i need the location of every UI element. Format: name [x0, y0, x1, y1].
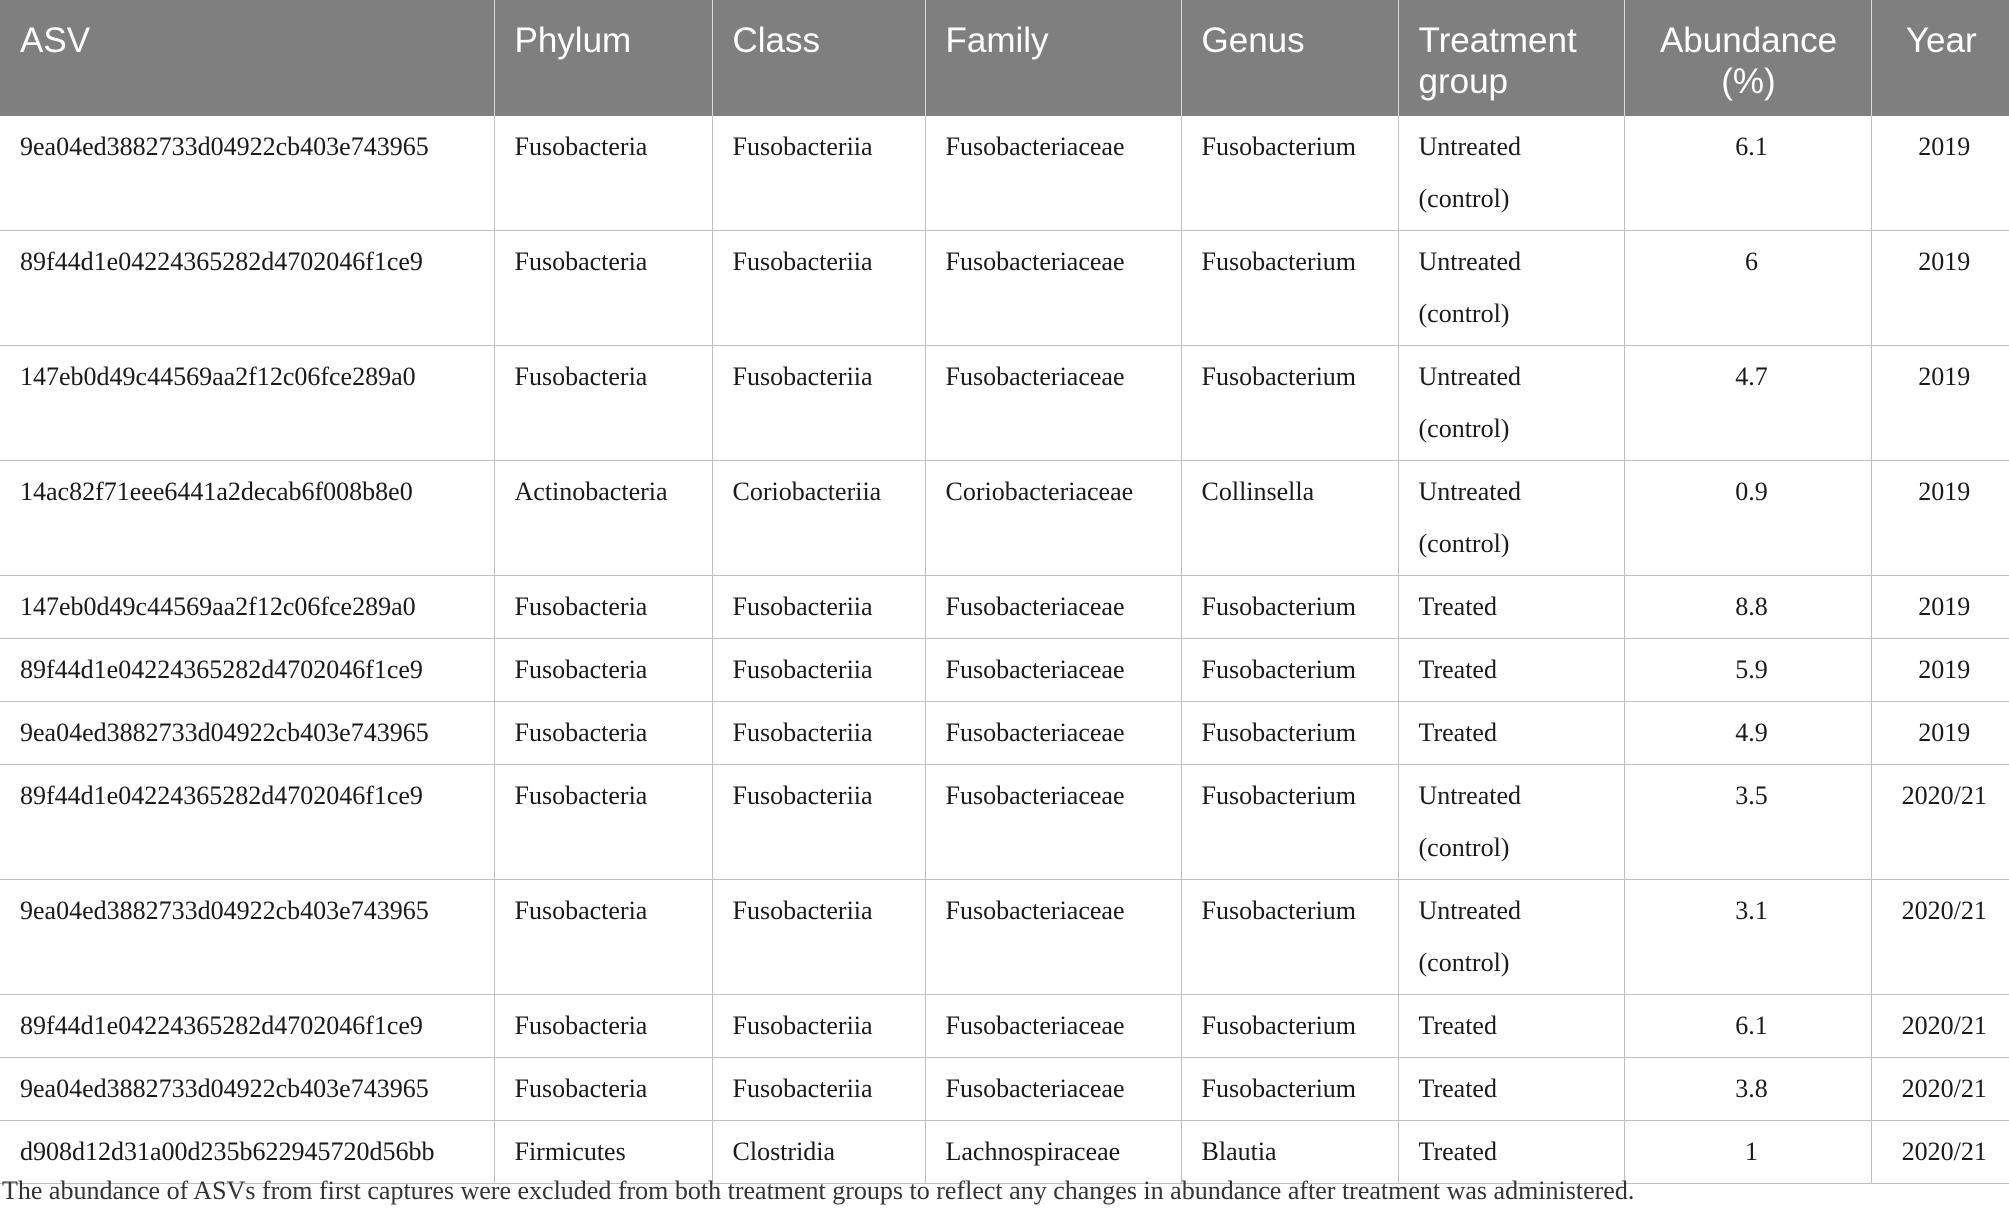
cell-treatment-group — [1398, 1121, 1624, 1184]
table-row — [0, 1121, 2009, 1184]
table-body — [0, 116, 2009, 1184]
cell-phylum: Fusobacteria — [494, 116, 712, 231]
treatment-line1: Untreated — [1418, 132, 1522, 161]
cell-class: Fusobacteriia — [712, 765, 925, 880]
cell-family: Fusobacteriaceae — [925, 880, 1181, 995]
cell-treatment-group — [1398, 346, 1624, 461]
cell-class: Fusobacteriia — [712, 995, 925, 1058]
treatment-line1: Treated — [1418, 592, 1497, 621]
cell-class: Fusobacteriia — [712, 702, 925, 765]
treatment-line1: Untreated — [1418, 247, 1522, 276]
table-header — [0, 0, 2009, 116]
cell-abundance: 0.9 — [1624, 461, 1871, 576]
treatment-line1: Untreated — [1418, 781, 1522, 810]
header-row — [0, 0, 2009, 116]
cell-genus: Blautia — [1181, 1121, 1398, 1184]
cell-year: 2019 — [1871, 346, 2009, 461]
treatment-line1: Treated — [1418, 718, 1497, 747]
cell-family: Fusobacteriaceae — [925, 116, 1181, 231]
cell-asv: d908d12d31a00d235b622945720d56bb — [0, 1121, 494, 1184]
cell-phylum: Fusobacteria — [494, 346, 712, 461]
cell-abundance: 3.8 — [1624, 1058, 1871, 1121]
cell-family: Fusobacteriaceae — [925, 639, 1181, 702]
cell-family: Fusobacteriaceae — [925, 346, 1181, 461]
cell-asv: 9ea04ed3882733d04922cb403e743965 — [0, 1058, 494, 1121]
table-row — [0, 576, 2009, 639]
cell-year: 2019 — [1871, 231, 2009, 346]
treatment-line1: Treated — [1418, 655, 1497, 684]
cell-phylum: Firmicutes — [494, 1121, 712, 1184]
treatment-line1: Untreated — [1418, 477, 1522, 506]
header-abundance-line1: Abundance — [1659, 21, 1838, 60]
cell-phylum: Fusobacteria — [494, 880, 712, 995]
cell-asv: 89f44d1e04224365282d4702046f1ce9 — [0, 765, 494, 880]
treatment-line2: (control) — [1418, 184, 1510, 213]
header-asv: ASV — [0, 0, 494, 116]
cell-class: Fusobacteriia — [712, 346, 925, 461]
treatment-line2: (control) — [1418, 948, 1510, 977]
header-year: Year — [1871, 0, 2009, 116]
treatment-line1: Untreated — [1418, 896, 1522, 925]
cell-abundance: 8.8 — [1624, 576, 1871, 639]
header-abundance — [1624, 0, 1871, 116]
cell-class: Coriobacteriia — [712, 461, 925, 576]
cell-treatment-group — [1398, 461, 1624, 576]
cell-genus: Fusobacterium — [1181, 116, 1398, 231]
table-row — [0, 880, 2009, 995]
cell-year: 2020/21 — [1871, 1058, 2009, 1121]
cell-family: Fusobacteriaceae — [925, 765, 1181, 880]
cell-genus: Fusobacterium — [1181, 231, 1398, 346]
table-footnote: The abundance of ASVs from first captures were excluded from both treatment groups to reflect any changes in abundance after treatment was administered. — [2, 1176, 1635, 1205]
table-row — [0, 995, 2009, 1058]
cell-class: Fusobacteriia — [712, 639, 925, 702]
cell-treatment-group — [1398, 576, 1624, 639]
cell-asv: 9ea04ed3882733d04922cb403e743965 — [0, 116, 494, 231]
cell-year: 2019 — [1871, 461, 2009, 576]
cell-family: Fusobacteriaceae — [925, 231, 1181, 346]
cell-family: Lachnospiraceae — [925, 1121, 1181, 1184]
cell-abundance: 6 — [1624, 231, 1871, 346]
cell-genus: Fusobacterium — [1181, 346, 1398, 461]
cell-class: Fusobacteriia — [712, 231, 925, 346]
cell-class: Clostridia — [712, 1121, 925, 1184]
cell-treatment-group — [1398, 995, 1624, 1058]
cell-genus: Fusobacterium — [1181, 702, 1398, 765]
table-row — [0, 702, 2009, 765]
cell-family: Fusobacteriaceae — [925, 702, 1181, 765]
cell-family: Coriobacteriaceae — [925, 461, 1181, 576]
cell-asv: 89f44d1e04224365282d4702046f1ce9 — [0, 231, 494, 346]
header-abundance-line2: (%) — [1721, 62, 1776, 101]
cell-genus: Fusobacterium — [1181, 765, 1398, 880]
cell-genus: Fusobacterium — [1181, 576, 1398, 639]
cell-abundance: 4.7 — [1624, 346, 1871, 461]
cell-abundance: 3.5 — [1624, 765, 1871, 880]
treatment-line2: (control) — [1418, 414, 1510, 443]
cell-asv: 89f44d1e04224365282d4702046f1ce9 — [0, 639, 494, 702]
cell-asv: 147eb0d49c44569aa2f12c06fce289a0 — [0, 346, 494, 461]
header-class: Class — [712, 0, 925, 116]
cell-phylum: Fusobacteria — [494, 995, 712, 1058]
cell-phylum: Fusobacteria — [494, 576, 712, 639]
treatment-line1: Treated — [1418, 1074, 1497, 1103]
cell-family: Fusobacteriaceae — [925, 576, 1181, 639]
treatment-line2: (control) — [1418, 529, 1510, 558]
header-genus: Genus — [1181, 0, 1398, 116]
cell-class: Fusobacteriia — [712, 576, 925, 639]
cell-abundance: 6.1 — [1624, 116, 1871, 231]
cell-abundance: 6.1 — [1624, 995, 1871, 1058]
treatment-line1: Treated — [1418, 1137, 1497, 1166]
cell-genus: Fusobacterium — [1181, 880, 1398, 995]
table-row — [0, 116, 2009, 231]
table-row — [0, 639, 2009, 702]
table-row — [0, 346, 2009, 461]
cell-class: Fusobacteriia — [712, 880, 925, 995]
table-row — [0, 765, 2009, 880]
cell-class: Fusobacteriia — [712, 1058, 925, 1121]
header-treatment-group — [1398, 0, 1624, 116]
table-row — [0, 231, 2009, 346]
cell-treatment-group — [1398, 765, 1624, 880]
cell-genus: Fusobacterium — [1181, 995, 1398, 1058]
cell-year: 2019 — [1871, 576, 2009, 639]
header-treatment-line1: Treatment — [1418, 21, 1577, 60]
cell-genus: Fusobacterium — [1181, 639, 1398, 702]
cell-asv: 14ac82f71eee6441a2decab6f008b8e0 — [0, 461, 494, 576]
cell-abundance: 1 — [1624, 1121, 1871, 1184]
treatment-line1: Untreated — [1418, 362, 1522, 391]
treatment-line2: (control) — [1418, 299, 1510, 328]
cell-phylum: Fusobacteria — [494, 231, 712, 346]
header-phylum: Phylum — [494, 0, 712, 116]
treatment-line1: Treated — [1418, 1011, 1497, 1040]
cell-year: 2019 — [1871, 116, 2009, 231]
cell-asv: 9ea04ed3882733d04922cb403e743965 — [0, 702, 494, 765]
cell-family: Fusobacteriaceae — [925, 1058, 1181, 1121]
cell-treatment-group — [1398, 702, 1624, 765]
cell-phylum: Fusobacteria — [494, 765, 712, 880]
cell-class: Fusobacteriia — [712, 116, 925, 231]
cell-genus: Fusobacterium — [1181, 1058, 1398, 1121]
cell-year: 2020/21 — [1871, 995, 2009, 1058]
cell-phylum: Fusobacteria — [494, 639, 712, 702]
cell-phylum: Actinobacteria — [494, 461, 712, 576]
header-treatment-line2: group — [1418, 62, 1509, 101]
cell-treatment-group — [1398, 880, 1624, 995]
table-row — [0, 461, 2009, 576]
cell-treatment-group — [1398, 1058, 1624, 1121]
cell-abundance: 5.9 — [1624, 639, 1871, 702]
cell-asv: 89f44d1e04224365282d4702046f1ce9 — [0, 995, 494, 1058]
cell-year: 2020/21 — [1871, 1121, 2009, 1184]
cell-genus: Collinsella — [1181, 461, 1398, 576]
cell-phylum: Fusobacteria — [494, 1058, 712, 1121]
cell-family: Fusobacteriaceae — [925, 995, 1181, 1058]
cell-year: 2019 — [1871, 639, 2009, 702]
cell-treatment-group — [1398, 231, 1624, 346]
cell-phylum: Fusobacteria — [494, 702, 712, 765]
header-family: Family — [925, 0, 1181, 116]
cell-year: 2019 — [1871, 702, 2009, 765]
table-row — [0, 1058, 2009, 1121]
cell-treatment-group — [1398, 116, 1624, 231]
cell-asv: 9ea04ed3882733d04922cb403e743965 — [0, 880, 494, 995]
cell-abundance: 4.9 — [1624, 702, 1871, 765]
cell-year: 2020/21 — [1871, 765, 2009, 880]
cell-asv: 147eb0d49c44569aa2f12c06fce289a0 — [0, 576, 494, 639]
cell-year: 2020/21 — [1871, 880, 2009, 995]
treatment-line2: (control) — [1418, 833, 1510, 862]
cell-abundance: 3.1 — [1624, 880, 1871, 995]
cell-treatment-group — [1398, 639, 1624, 702]
